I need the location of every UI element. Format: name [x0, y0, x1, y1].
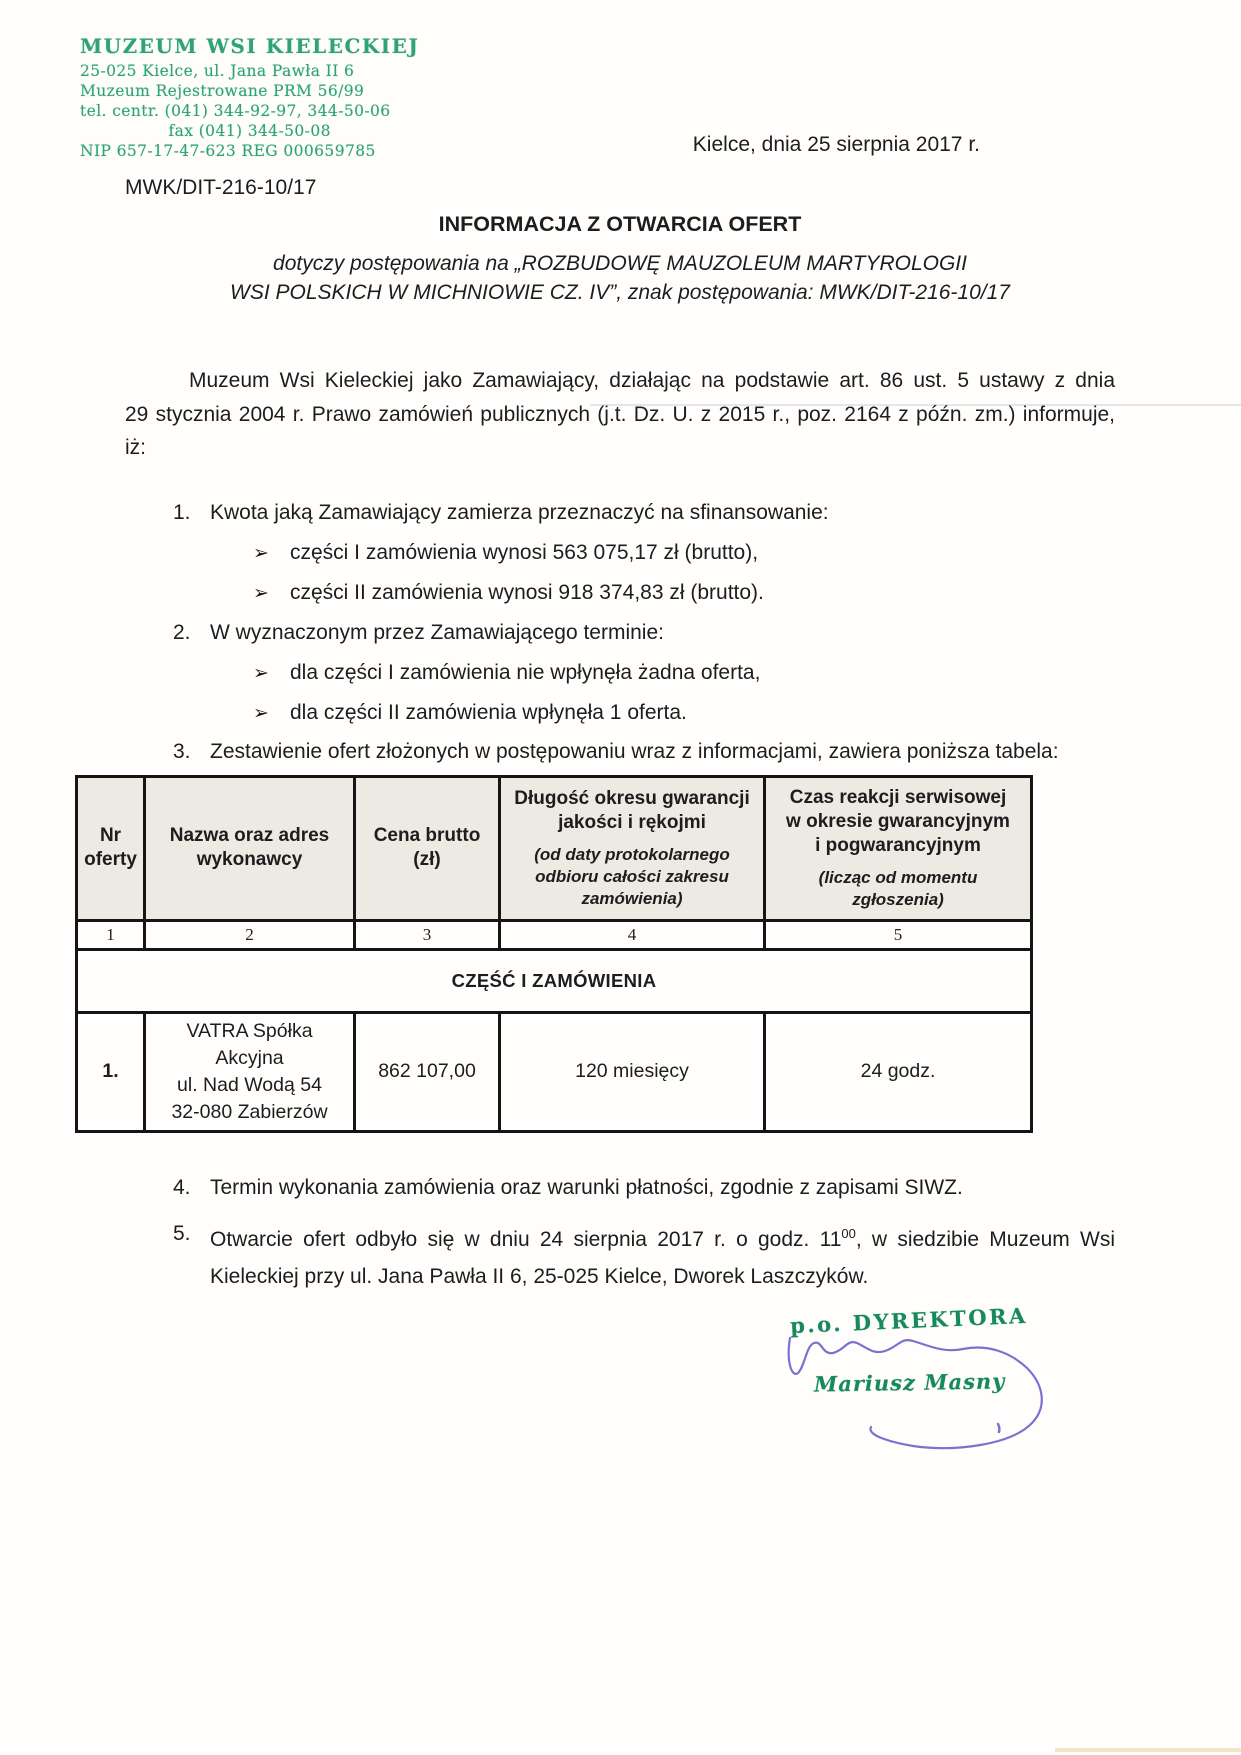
table-section-row: [77, 949, 1032, 1012]
list-item-5: [125, 1215, 1115, 1295]
cell-price: 862 107,00: [355, 1012, 500, 1131]
intro-line: Muzeum Wsi Kieleckiej jako Zamawiający, działając na podstawie art. 86 ust. 5 ustawy z dnia: [189, 369, 1115, 392]
column-header-warranty-note: (od daty protokolarnego odbioru całości zakresu zamówienia): [534, 844, 730, 908]
column-number-row: [77, 920, 1032, 949]
column-header-reaction-note: (licząc od momentu zgłoszenia): [818, 867, 978, 909]
column-number: 5: [765, 920, 1032, 949]
arrow-bullet-icon: ➢: [253, 582, 269, 604]
column-header-contractor: Nazwa oraz adres wykonawcy: [145, 776, 355, 920]
list-item-number: 4.: [173, 1175, 191, 1199]
list-item-text: Zestawienie ofert złożonych w postępowaniu wraz z informacjami, zawiera poniższa tabela:: [210, 739, 1059, 763]
list-item-number: 1.: [173, 500, 191, 524]
list-item-text: Kwota jaką Zamawiający zamierza przeznaczyć na sfinansowanie:: [210, 500, 829, 524]
contractor-name: VATRA Spółka Akcyjna: [186, 1019, 313, 1069]
arrow-bullet-icon: ➢: [253, 542, 269, 564]
intro-paragraph: [125, 364, 1115, 465]
stamp-museum-name: MUZEUM WSI KIELECKIEJ: [80, 34, 420, 58]
table-row: [77, 1012, 1032, 1131]
list-item-3: [125, 737, 1115, 767]
bullet-text: części I zamówienia wynosi 563 075,17 zł (brutto),: [290, 540, 759, 564]
list-item-text: , w siedzibie Muzeum Wsi Kieleckiej przy ul. Jana Pawła II 6, 25-025 Kielce, Dworek Laszczyków.: [210, 1227, 1116, 1288]
list-item-text: Termin wykonania zamówienia oraz warunki płatności, zgodnie z zapisami SIWZ.: [210, 1175, 963, 1199]
bullet-text: dla części I zamówienia nie wpłynęła żadna oferta,: [290, 660, 761, 684]
bullet-item: [125, 538, 1115, 568]
document-body: [84, 212, 1116, 1295]
bullet-text: części II zamówienia wynosi 918 374,83 zł (brutto).: [290, 580, 764, 604]
document-title: INFORMACJA Z OTWARCIA OFERT: [438, 212, 802, 236]
bullet-item: [125, 698, 1115, 728]
column-number: 3: [355, 920, 500, 949]
signer-name-stamp: Mariusz Masny: [813, 1368, 1006, 1397]
signer-role-stamp: p.o. DYREKTORA: [789, 1302, 1029, 1339]
bullet-text: dla części II zamówienia wpłynęła 1 oferta.: [290, 700, 687, 724]
column-header-price: Cena brutto (zł): [355, 776, 500, 920]
list-item-text: W wyznaczonym przez Zamawiającego terminie:: [210, 620, 664, 644]
cell-reaction-time: 24 godz.: [765, 1012, 1032, 1131]
subtitle-line-2: WSI POLSKICH W MICHNIOWIE CZ. IV”, znak postępowania: MWK/DIT-216-10/17: [230, 281, 1010, 304]
section-label: CZĘŚĆ I ZAMÓWIENIA: [77, 949, 1032, 1012]
stamp-address: 25-025 Kielce, ul. Jana Pawła II 6: [80, 62, 355, 80]
bullet-item: [125, 658, 1115, 688]
subtitle: [125, 249, 1115, 307]
intro-line: 29 stycznia 2004 r. Prawo zamówień publicznych (j.t. Dz. U. z 2015 r., poz. 2164 z późn. zm.) informuje,: [125, 402, 1115, 426]
column-number: 2: [145, 920, 355, 949]
list-item-number: 3.: [173, 739, 191, 763]
table-header-row: [77, 776, 1032, 920]
cell-contractor: [145, 1012, 355, 1131]
column-header-warranty: Długość okresu gwarancji jakości i rękojmi (od daty protokolarnego odbioru całości zakresu zamówienia): [500, 776, 765, 920]
column-number: 1: [77, 920, 145, 949]
museum-header-stamp: [80, 34, 419, 161]
reference-number: MWK/DIT-216-10/17: [125, 176, 317, 199]
cell-warranty: 120 miesięcy: [500, 1012, 765, 1131]
column-header-offer-number: Nr oferty: [77, 776, 145, 920]
handwritten-signature: [770, 1328, 1070, 1468]
list-item-4: [125, 1173, 1115, 1203]
stamp-nip-regon: NIP 657-17-47-623 REG 000659785: [80, 142, 376, 160]
subtitle-line-1: dotyczy postępowania na „ROZBUDOWĘ MAUZOLEUM MARTYROLOGII: [273, 252, 967, 275]
list-item-text: Otwarcie ofert odbyło się w dniu 24 sierpnia 2017 r. o godz. 11: [210, 1227, 842, 1251]
stamp-phone: tel. centr. (041) 344-92-97, 344-50-06: [80, 102, 391, 120]
scan-artifact-edge: [1055, 1748, 1241, 1752]
bullet-item: [125, 578, 1115, 608]
signature-block: [770, 1298, 1080, 1478]
list-item-number: 2.: [173, 620, 191, 644]
offers-table: [75, 775, 1033, 1133]
hour-superscript: 00: [841, 1225, 856, 1241]
cell-offer-number: 1.: [77, 1012, 145, 1131]
column-number: 4: [500, 920, 765, 949]
intro-line: iż:: [125, 436, 146, 459]
arrow-bullet-icon: ➢: [253, 702, 269, 724]
list-item-1: [125, 498, 1115, 528]
contractor-city: 32-080 Zabierzów: [171, 1100, 328, 1123]
contractor-street: ul. Nad Wodą 54: [177, 1073, 322, 1096]
list-item-2: [125, 618, 1115, 648]
stamp-fax: fax (041) 344-50-08: [168, 122, 331, 140]
list-item-number: 5.: [173, 1221, 191, 1245]
arrow-bullet-icon: ➢: [253, 662, 269, 684]
stamp-registration: Muzeum Rejestrowane PRM 56/99: [80, 82, 365, 100]
dateline: Kielce, dnia 25 sierpnia 2017 r.: [692, 133, 980, 156]
column-header-reaction-time: Czas reakcji serwisowej w okresie gwarancyjnym i pogwarancyjnym (licząc od momentu zgłoszenia): [765, 776, 1032, 920]
